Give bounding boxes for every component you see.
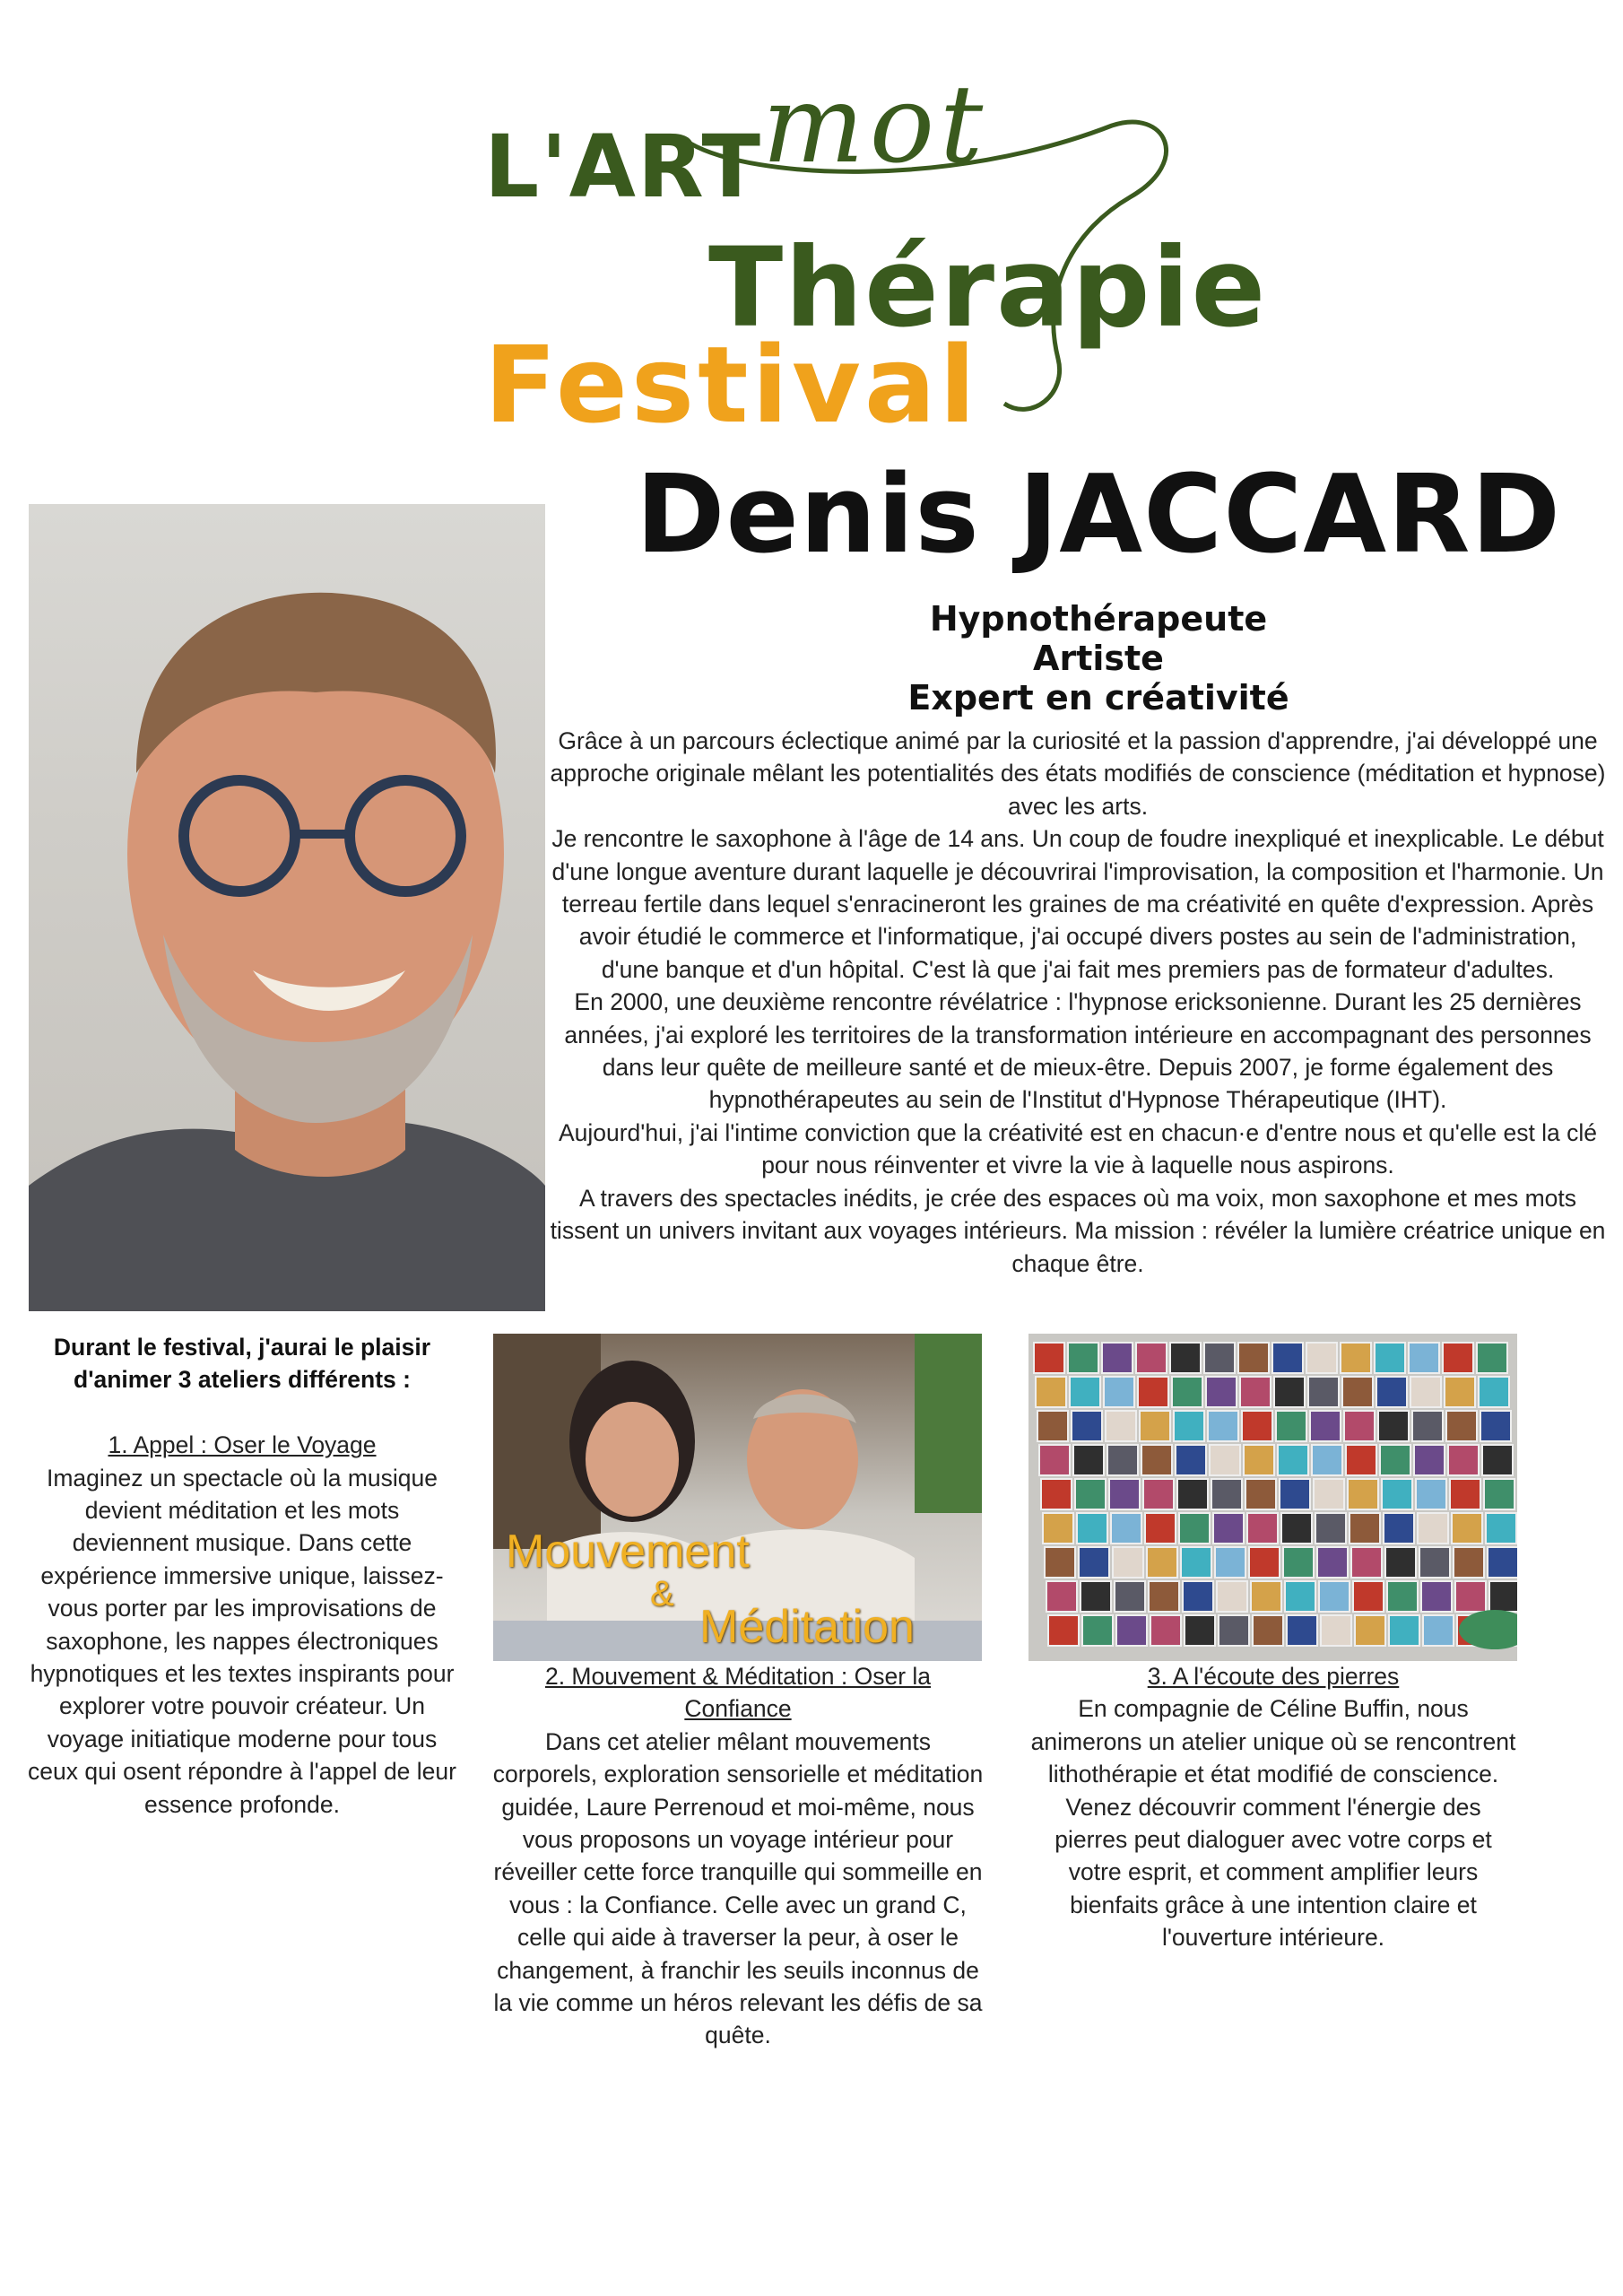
stone-tray xyxy=(1479,1377,1509,1407)
stone-tray xyxy=(1077,1513,1107,1544)
stone-tray xyxy=(1075,1479,1106,1509)
stone-tray xyxy=(1448,1445,1479,1475)
logo-swirl-icon xyxy=(484,63,1219,439)
stone-tray xyxy=(1355,1615,1385,1646)
stone-tray xyxy=(1115,1581,1145,1612)
workshop-title: 2. Mouvement & Méditation : Oser la Confiance xyxy=(544,1663,932,1723)
stone-tray xyxy=(1342,1377,1373,1407)
stone-tray xyxy=(1179,1513,1210,1544)
stone-tray xyxy=(1419,1547,1450,1578)
stone-tray xyxy=(1450,1479,1480,1509)
stone-tray xyxy=(1143,1479,1174,1509)
stone-tray xyxy=(1041,1479,1072,1509)
movement-meditation-photo xyxy=(493,1334,982,1661)
stone-tray xyxy=(1378,1411,1409,1441)
stone-tray xyxy=(1446,1411,1477,1441)
stone-tray xyxy=(1418,1513,1448,1544)
stone-tray xyxy=(1170,1343,1201,1373)
stone-tray xyxy=(1375,1343,1405,1373)
stone-tray xyxy=(1346,1445,1376,1475)
page-title: Denis JACCARD xyxy=(635,453,1562,578)
stone-tray xyxy=(1452,1513,1482,1544)
stone-tray xyxy=(1480,1411,1511,1441)
stone-tray xyxy=(1046,1581,1077,1612)
workshop-title: 3. A l'écoute des pierres xyxy=(1147,1663,1400,1690)
stone-tray xyxy=(1376,1377,1407,1407)
stone-tray xyxy=(1486,1513,1516,1544)
stone-tray xyxy=(1113,1547,1143,1578)
stone-tray xyxy=(1245,1479,1276,1509)
stone-tray xyxy=(1488,1547,1517,1578)
logo-mot: mot xyxy=(762,63,989,187)
logo-festival: Festival xyxy=(484,323,979,447)
stone-tray xyxy=(1353,1581,1384,1612)
portrait-photo xyxy=(29,504,545,1311)
stone-tray xyxy=(1048,1615,1079,1646)
bio-paragraph: Grâce à un parcours éclectique animé par la curiosité et la passion d'apprendre, j'ai développé une approche originale mêlant les potentialités des états modifiés de conscience (méditation et hypnose) avec les arts. xyxy=(550,727,1606,820)
workshop-description: En compagnie de Céline Buffin, nous animerons un atelier unique où se rencontrent lithothérapie et état modifié de conscience. Venez découvrir comment l'énergie des pierres peut dialoguer avec votre corps et votre esprit, et comment amplifier leurs bienfaits grâce à une intention claire et l'ouverture intérieure. xyxy=(1030,1695,1516,1952)
stone-tray xyxy=(1106,1411,1136,1441)
bio-paragraph: En 2000, une deuxième rencontre révélatrice : l'hypnose ericksonienne. Durant les 25 dernières années, j'ai exploré les territoires de la transformation intérieure en accompagnant des personnes dans leur quête de meilleure santé et de mieux-être. Depuis 2007, je forme également des hypnothérapeutes au sein de l'Institut d'Hypnose Thérapeutique (IHT). xyxy=(564,988,1592,1114)
festival-logo xyxy=(484,63,1268,447)
stone-tray xyxy=(1242,1411,1272,1441)
stone-tray xyxy=(1107,1445,1138,1475)
stone-tray xyxy=(1272,1343,1303,1373)
stone-tray xyxy=(1172,1377,1202,1407)
stone-tray xyxy=(1174,1411,1204,1441)
stone-tray xyxy=(1109,1479,1140,1509)
stone-tray xyxy=(1068,1343,1098,1373)
stone-tray xyxy=(1147,1547,1177,1578)
stone-tray xyxy=(1150,1615,1181,1646)
stone-tray xyxy=(1043,1513,1073,1544)
stone-tray xyxy=(1219,1615,1249,1646)
stone-tray xyxy=(1454,1547,1484,1578)
stone-tray xyxy=(1240,1377,1271,1407)
stone-tray xyxy=(1280,1479,1310,1509)
stone-tray xyxy=(1482,1445,1513,1475)
stone-tray xyxy=(1387,1581,1418,1612)
stone-tray xyxy=(1351,1547,1382,1578)
stone-tray xyxy=(1312,1445,1342,1475)
stone-tray xyxy=(1215,1547,1245,1578)
stone-tray xyxy=(1455,1581,1486,1612)
bio-paragraph: A travers des spectacles inédits, je crée des espaces où ma voix, mon saxophone et mes mots tissent un univers invitant aux voyages intérieurs. Ma mission : révéler la lumière créatrice unique en chaque être. xyxy=(550,1184,1606,1277)
stone-tray xyxy=(1484,1479,1515,1509)
stone-tray xyxy=(1350,1513,1380,1544)
stone-tray xyxy=(1310,1411,1341,1441)
stone-tray xyxy=(1249,1547,1280,1578)
stone-tray xyxy=(1138,1377,1168,1407)
stones-photo xyxy=(1028,1334,1517,1661)
stone-tray xyxy=(1045,1547,1075,1578)
stone-tray xyxy=(1213,1513,1244,1544)
stone-tray xyxy=(1287,1615,1317,1646)
stone-tray xyxy=(1210,1445,1240,1475)
stone-tray xyxy=(1278,1445,1308,1475)
stone-tray xyxy=(1306,1343,1337,1373)
stone-tray xyxy=(1034,1343,1064,1373)
logo-therapie: Thérapie xyxy=(708,224,1268,352)
workshop-description: Imaginez un spectacle où la musique devient méditation et les mots deviennent musique. Dans cette expérience immersive unique, laissez-vous porter par les improvisations de saxophone, les nappes électroniques hypnotiques et les textes inspirants pour explorer votre pouvoir créateur. Un voyage initiatique moderne pour tous ceux qui osent répondre à l'appel de leur essence profonde. xyxy=(28,1464,456,1818)
workshop-title: 1. Appel : Oser le Voyage xyxy=(108,1431,377,1459)
stone-tray xyxy=(1380,1445,1410,1475)
logo-lart: L'ART xyxy=(484,117,762,217)
stone-tray xyxy=(1140,1411,1170,1441)
role-creativity-expert: Expert en créativité xyxy=(907,678,1289,718)
workshop-2-column xyxy=(491,1660,985,2052)
stones-trays-illustration xyxy=(1028,1334,1517,1661)
role-hypnotherapist: Hypnothérapeute xyxy=(929,599,1268,639)
stone-tray xyxy=(1082,1615,1113,1646)
stone-tray xyxy=(1409,1343,1439,1373)
stone-tray xyxy=(1181,1547,1211,1578)
stone-tray xyxy=(1274,1377,1305,1407)
stone-tray xyxy=(1319,1581,1350,1612)
stone-tray xyxy=(1185,1615,1215,1646)
stone-tray xyxy=(1489,1581,1517,1612)
bio-paragraph: Aujourd'hui, j'ai l'intime conviction que la créativité est en chacun·e d'entre nous et qu'elle est la clé pour nous réinventer et vivre la vie à laquelle nous aspirons. xyxy=(558,1118,1598,1179)
stone-tray xyxy=(1204,1343,1235,1373)
stone-tray xyxy=(1416,1479,1446,1509)
stone-tray xyxy=(1412,1411,1443,1441)
stone-tray xyxy=(1036,1377,1066,1407)
stone-tray xyxy=(1253,1615,1283,1646)
stone-tray xyxy=(1385,1547,1416,1578)
stone-tray xyxy=(1283,1547,1314,1578)
overlay-text-ampersand: & xyxy=(650,1574,674,1613)
stone-tray xyxy=(1206,1377,1237,1407)
overlay-text-meditation: Méditation xyxy=(699,1601,915,1653)
stone-tray xyxy=(1176,1445,1206,1475)
stone-tray xyxy=(1211,1479,1242,1509)
stone-tray xyxy=(1410,1377,1441,1407)
stone-tray xyxy=(1102,1343,1133,1373)
stone-tray xyxy=(1072,1411,1102,1441)
overlay-text-mouvement: Mouvement xyxy=(506,1526,750,1578)
stone-tray xyxy=(1285,1581,1315,1612)
stone-tray xyxy=(1276,1411,1306,1441)
portrait-illustration xyxy=(29,504,545,1311)
stone-tray xyxy=(1136,1343,1167,1373)
stone-tray xyxy=(1039,1445,1070,1475)
stone-tray xyxy=(1079,1547,1109,1578)
stone-tray xyxy=(1389,1615,1419,1646)
stone-tray xyxy=(1145,1513,1176,1544)
stone-tray xyxy=(1317,1547,1348,1578)
stone-tray xyxy=(1348,1479,1378,1509)
stone-tray xyxy=(1111,1513,1141,1544)
workshop-description: Dans cet atelier mêlant mouvements corporels, exploration sensorielle et méditation guidée, Laure Perrenoud et moi-même, nous vous proposons un voyage intérieur pour réveiller cette force tranquille qui sommeille en vous : la Confiance. Celle avec un grand C, celle qui aide à traverser la peur, à oser le changement, à franchir les seuils inconnus de la vie comme un héros relevant les défis de sa quête. xyxy=(492,1727,984,2049)
stone-tray xyxy=(1177,1479,1208,1509)
role-artist: Artiste xyxy=(1033,639,1164,678)
stone-tray xyxy=(1443,1343,1473,1373)
stone-tray xyxy=(1183,1581,1213,1612)
stone-tray xyxy=(1244,1445,1274,1475)
stone-tray xyxy=(1116,1615,1147,1646)
stone-tray xyxy=(1314,1479,1344,1509)
stone-tray xyxy=(1421,1581,1452,1612)
stone-tray xyxy=(1308,1377,1339,1407)
stone-tray xyxy=(1081,1581,1111,1612)
stone-tray xyxy=(1073,1445,1104,1475)
workshop-intro-column xyxy=(27,1331,457,1821)
stone-tray xyxy=(1104,1377,1134,1407)
bio-paragraph: Je rencontre le saxophone à l'âge de 14 ans. Un coup de foudre inexpliqué et inexplicable. Le début d'une longue aventure durant laquelle je découvrirai l'improvisation, la composition et l'harmonie. Un terreau fertile dans lequel s'enracineront les graines de ma créativité en quête d'expression. Après avoir étudié le commerce et l'informatique, j'ai occupé divers postes au sein de l'administration, d'une banque et d'un hôpital. C'est là que j'ai fait mes premiers pas de formateur d'adultes. xyxy=(551,825,1604,983)
biography xyxy=(549,725,1607,1280)
roles-block xyxy=(574,599,1623,718)
stone-tray xyxy=(1382,1479,1412,1509)
stone-tray xyxy=(1070,1377,1100,1407)
stone-tray xyxy=(1344,1411,1375,1441)
stone-tray xyxy=(1341,1343,1371,1373)
stone-tray xyxy=(1445,1377,1475,1407)
stone-tray xyxy=(1477,1343,1507,1373)
stone-tray xyxy=(1037,1411,1068,1441)
stone-tray xyxy=(1217,1581,1247,1612)
stone-tray xyxy=(1384,1513,1414,1544)
stone-tray xyxy=(1281,1513,1312,1544)
stone-tray xyxy=(1141,1445,1172,1475)
stone-tray xyxy=(1208,1411,1238,1441)
stone-tray xyxy=(1149,1581,1179,1612)
stone-tray xyxy=(1321,1615,1351,1646)
workshop-3-column xyxy=(1027,1660,1520,1954)
stone-tray xyxy=(1238,1343,1269,1373)
stone-tray xyxy=(1315,1513,1346,1544)
stone-tray xyxy=(1251,1581,1281,1612)
stone-tray xyxy=(1414,1445,1445,1475)
stone-tray xyxy=(1247,1513,1278,1544)
workshop-intro: Durant le festival, j'aurai le plaisir d'animer 3 ateliers différents : xyxy=(53,1334,431,1394)
stone-tray xyxy=(1423,1615,1454,1646)
